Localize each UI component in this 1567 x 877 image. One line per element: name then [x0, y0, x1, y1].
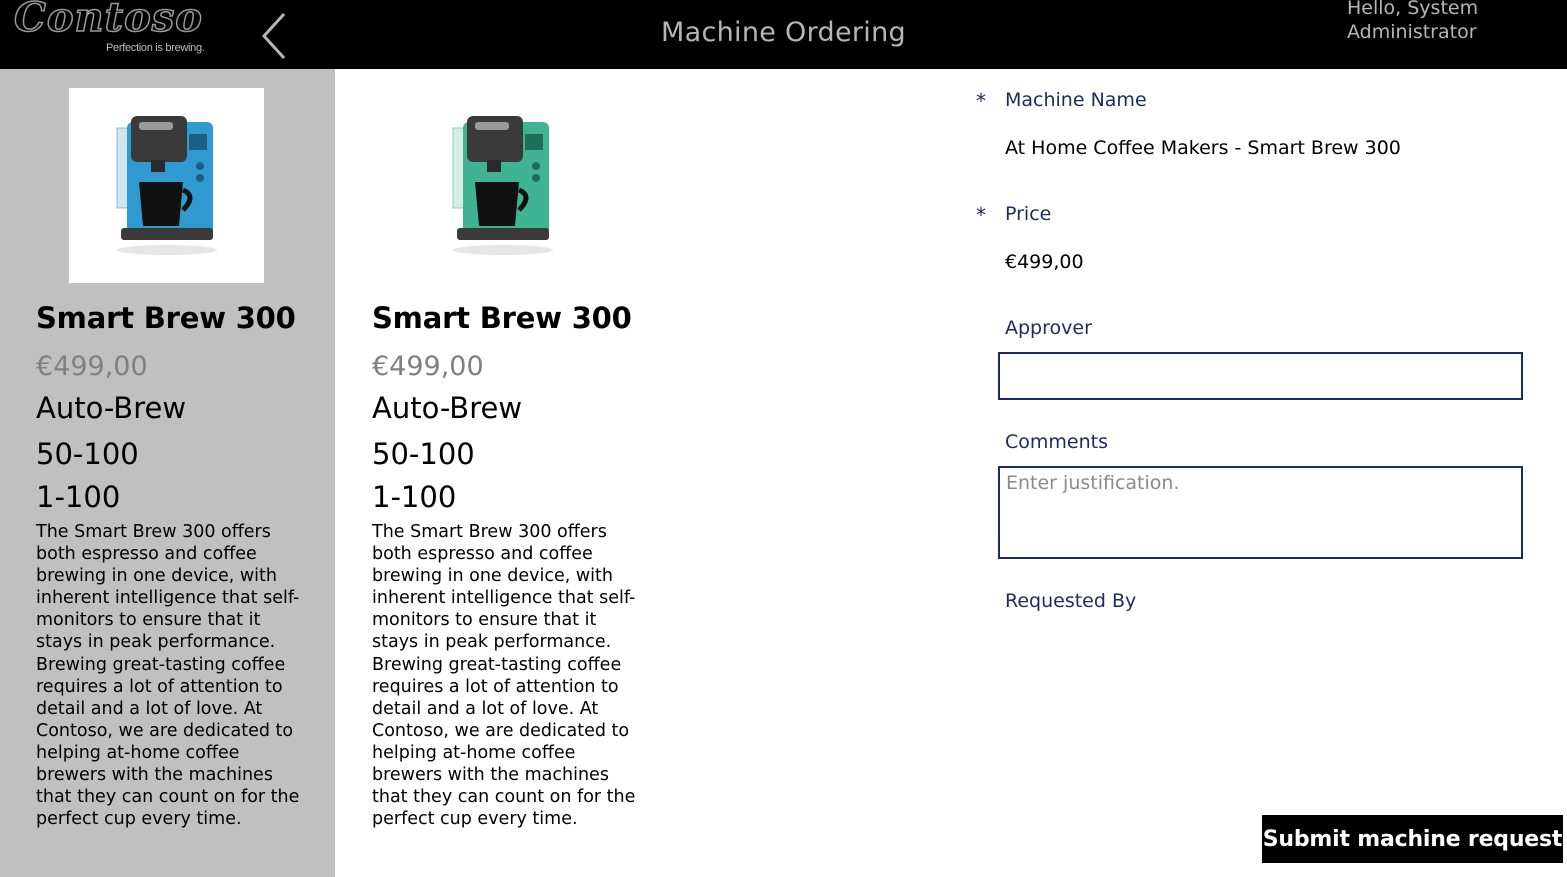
product-image[interactable] [69, 88, 264, 283]
product-price: €499,00 [372, 351, 484, 382]
product-type: Auto-Brew [36, 391, 187, 425]
price-value: €499,00 [1005, 251, 1084, 273]
order-form [960, 69, 1567, 877]
machine-name-value: At Home Coffee Makers - Smart Brew 300 [1005, 137, 1401, 159]
approver-input[interactable] [998, 352, 1523, 400]
price-label: Price [1005, 203, 1052, 225]
product-name: Smart Brew 300 [372, 301, 632, 335]
product-image[interactable] [405, 88, 600, 283]
machine-name-label: Machine Name [1005, 89, 1147, 111]
product-description: The Smart Brew 300 offers both espresso and coffee brewing in one device, with inherent intelligence that self-monitors to ensure that it stays in peak performance. Brewing great-tasting coffee requires a lot of attention to detail and a lot of love. At Contoso, we are dedicated to helping at-home coffee brewers with the machines that they can count on for the perfect cup every time. [372, 522, 636, 830]
product-cups: 50-100 [36, 437, 139, 471]
comments-label: Comments [1005, 431, 1108, 453]
coffee-machine-icon [445, 110, 560, 260]
product-type: Auto-Brew [372, 391, 523, 425]
required-marker: * [976, 203, 986, 227]
product-card-selected[interactable] [0, 69, 335, 877]
product-price: €499,00 [36, 351, 148, 382]
product-card[interactable] [336, 69, 671, 877]
page-title: Machine Ordering [661, 17, 906, 48]
approver-label: Approver [1005, 317, 1092, 339]
logo-tagline: Perfection is brewing. [106, 42, 205, 54]
product-range: 1-100 [372, 480, 457, 514]
user-greeting: Hello, System Administrator [1347, 0, 1479, 43]
coffee-machine-icon [109, 110, 224, 260]
required-marker: * [976, 89, 986, 113]
logo-wordmark: Contoso [14, 0, 203, 41]
product-description: The Smart Brew 300 offers both espresso and coffee brewing in one device, with inherent intelligence that self-monitors to ensure that it stays in peak performance. Brewing great-tasting coffee requires a lot of attention to detail and a lot of love. At Contoso, we are dedicated to helping at-home coffee brewers with the machines that they can count on for the perfect cup every time. [36, 522, 300, 830]
product-name: Smart Brew 300 [36, 301, 296, 335]
requested-by-label: Requested By [1005, 590, 1137, 612]
comments-textarea[interactable] [998, 466, 1523, 559]
submit-request-button[interactable]: Submit machine request [1262, 815, 1563, 863]
top-bar [0, 0, 1567, 69]
product-range: 1-100 [36, 480, 121, 514]
product-cups: 50-100 [372, 437, 475, 471]
